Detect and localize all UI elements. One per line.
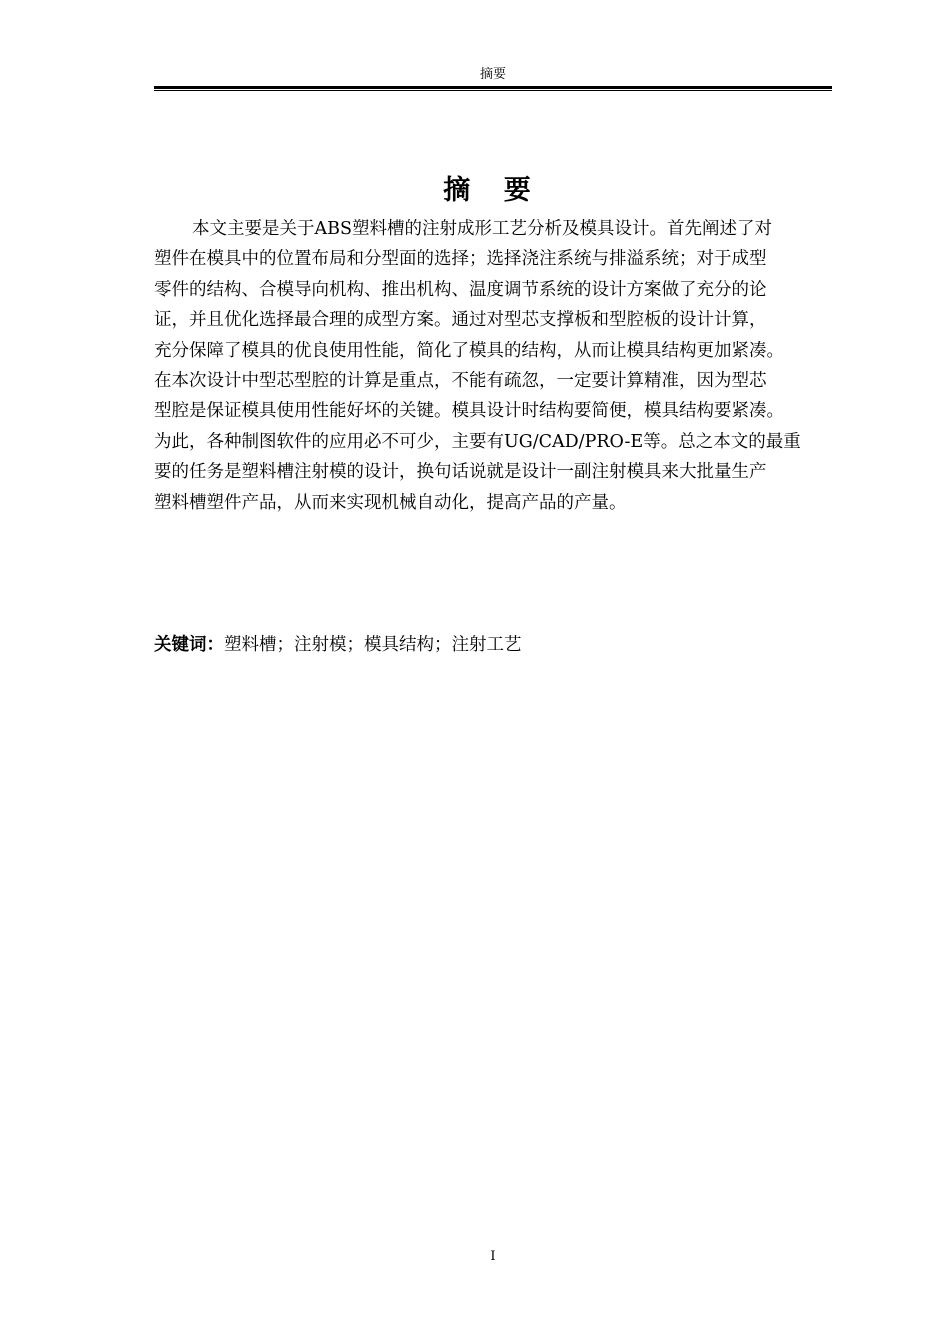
abstract-line: 充分保障了模具的优良使用性能，简化了模具的结构，从而让模具结构更加紧凑。 bbox=[154, 340, 784, 361]
keywords-value: 塑料槽；注射模；模具结构；注射工艺 bbox=[224, 635, 522, 655]
page-number: I bbox=[490, 1249, 496, 1264]
abstract-line: 本文主要是关于ABS塑料槽的注射成形工艺分析及模具设计。首先阐述了对 bbox=[192, 219, 772, 239]
abstract-line: 证，并且优化选择最合理的成型方案。通过对型芯支撑板和型腔板的设计计算， bbox=[154, 310, 767, 331]
abstract-line: 塑料槽塑件产品，从而来实现机械自动化，提高产品的产量。 bbox=[154, 492, 627, 513]
abstract-line: 在本次设计中型芯型腔的计算是重点，不能有疏忽，一定要计算精准，因为型芯 bbox=[154, 370, 767, 391]
abstract-body bbox=[154, 214, 834, 518]
header-rule-thin bbox=[154, 90, 832, 91]
keywords-line bbox=[154, 632, 832, 658]
abstract-title: 摘 要 bbox=[443, 175, 543, 206]
abstract-line: 零件的结构、合模导向机构、推出机构、温度调节系统的设计方案做了充分的论 bbox=[154, 279, 767, 300]
header-rule-thick bbox=[154, 86, 832, 89]
running-header: 摘要 bbox=[479, 67, 506, 82]
abstract-line: 塑件在模具中的位置布局和分型面的选择；选择浇注系统与排溢系统；对于成型 bbox=[154, 249, 767, 270]
abstract-line: 为此，各种制图软件的应用必不可少，主要有UG/CAD/PRO-E等。总之本文的最重 bbox=[154, 431, 801, 452]
keywords-label: 关键词： bbox=[154, 635, 224, 655]
abstract-line: 型腔是保证模具使用性能好坏的关键。模具设计时结构要简便，模具结构要紧凑。 bbox=[154, 401, 784, 422]
abstract-line: 要的任务是塑料槽注射模的设计，换句话说就是设计一副注射模具来大批量生产 bbox=[154, 462, 767, 483]
